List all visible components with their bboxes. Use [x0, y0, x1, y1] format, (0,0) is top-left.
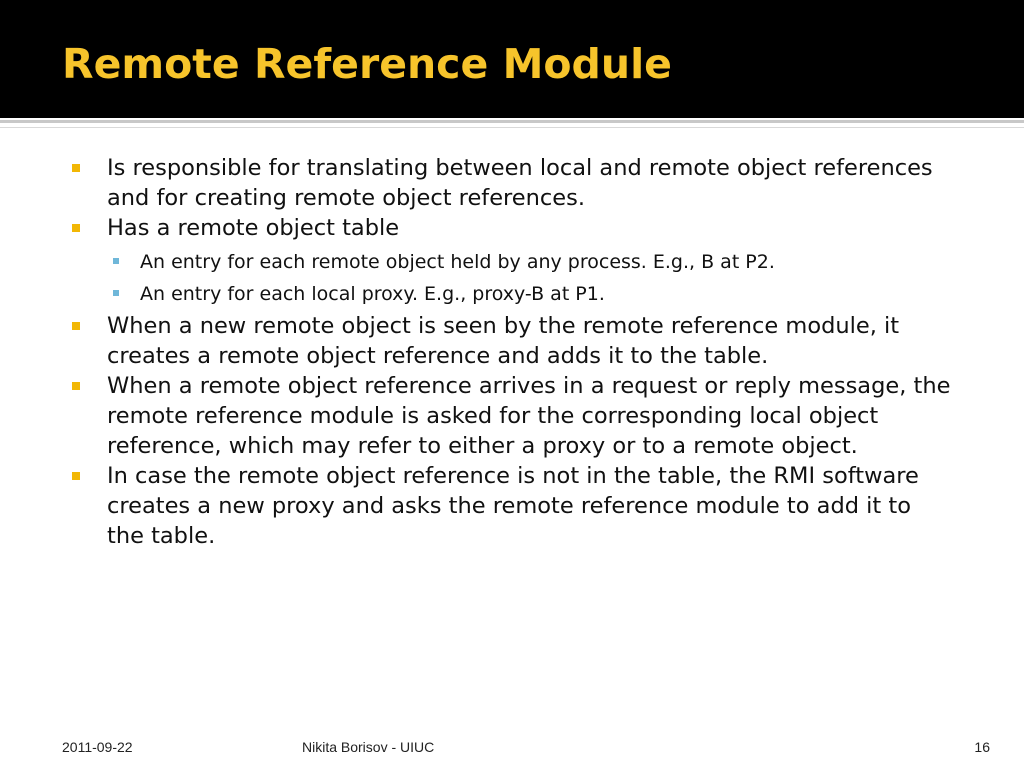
title-bar: [0, 0, 1024, 118]
bullet-item: [0, 311, 952, 371]
bullet-text: Is responsible for translating between local and remote object references and for creating remote object references.: [107, 155, 933, 211]
page-number: 16: [974, 739, 990, 755]
header-divider-thin: [0, 127, 1024, 128]
bullet-item: [0, 461, 952, 551]
slide-title: Remote Reference Module: [62, 40, 672, 88]
square-bullet-icon: [72, 164, 80, 172]
bullet-item: [0, 213, 952, 243]
sub-bullet-text: An entry for each local proxy. E.g., proxy-B at P1.: [140, 283, 605, 305]
square-bullet-icon: [72, 382, 80, 390]
slide-body: [0, 153, 1024, 551]
bullet-text: In case the remote object reference is not in the table, the RMI software creates a new proxy and asks the remote reference module to add it to the table.: [107, 463, 919, 549]
square-bullet-icon: [72, 322, 80, 330]
footer-date: 2011-09-22: [62, 739, 133, 755]
footer-author: Nikita Borisov - UIUC: [302, 739, 435, 755]
sub-bullet-item: [0, 281, 960, 307]
square-bullet-icon: [72, 472, 80, 480]
small-square-bullet-icon: [113, 290, 119, 296]
square-bullet-icon: [72, 224, 80, 232]
bullet-text: When a remote object reference arrives in a request or reply message, the remote reference module is asked for the corresponding local object reference, which may refer to either a proxy or to a remote object.: [107, 373, 951, 459]
bullet-text: Has a remote object table: [107, 215, 400, 241]
sub-bullet-text: An entry for each remote object held by any process. E.g., B at P2.: [140, 251, 775, 273]
bullet-item: [0, 371, 952, 461]
header-divider: [0, 120, 1024, 123]
bullet-item: [0, 153, 952, 213]
sub-bullet-item: [0, 249, 960, 275]
small-square-bullet-icon: [113, 258, 119, 264]
bullet-text: When a new remote object is seen by the remote reference module, it creates a remote object reference and adds it to the table.: [107, 313, 900, 369]
